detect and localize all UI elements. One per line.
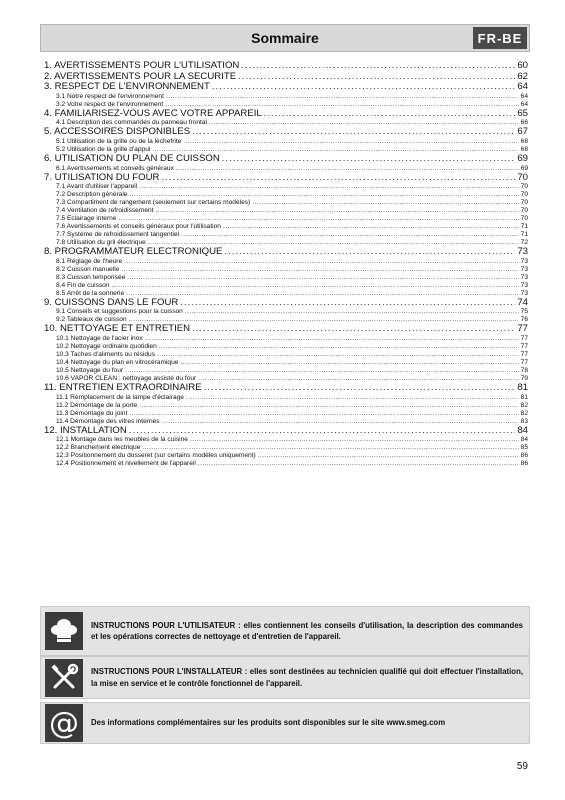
toc-entry-title: 6.1 Avertissements et conseils généraux <box>56 164 174 172</box>
toc-entry-title: 10.2 Nettoyage ordinaire quotidien <box>56 342 157 350</box>
toc-page-number: 73 <box>520 265 528 273</box>
toc-entry-title: 5.2 Utilisation de la grille d'appui <box>56 145 151 153</box>
toc-dot-leader <box>129 191 518 199</box>
toc-dot-leader <box>181 231 519 239</box>
toc-chapter <box>44 109 528 120</box>
toc-dot-leader <box>148 239 519 247</box>
toc-section <box>44 418 528 426</box>
toc-page-number: 77 <box>520 358 528 366</box>
page-title: Sommaire <box>251 30 319 46</box>
toc-dot-leader <box>162 173 516 184</box>
toc-section <box>44 93 528 101</box>
toc-entry-title: 5. ACCESSOIRES DISPONIBLES <box>44 127 191 138</box>
toc-dot-leader <box>127 274 518 282</box>
toc-page-number: 70 <box>520 215 528 223</box>
toc-page-number: 67 <box>517 127 528 138</box>
chef-hat-icon <box>45 612 83 650</box>
user-instructions-text: INSTRUCTIONS POUR L'UTILISATEUR : elles contiennent les conseils d'utilisation, la description des commandes et les opérations correctes de nettoyage et d'entretien de l'appareil. <box>91 620 523 641</box>
toc-dot-leader <box>118 215 518 223</box>
toc-entry-title: 7.3 Compartiment de rangement (seulement sur certains modèles) <box>56 199 251 207</box>
toc-entry-title: 8.1 Réglage de l'heure <box>56 257 123 265</box>
toc-section <box>44 239 528 247</box>
toc-page-number: 71 <box>520 231 528 239</box>
toc-entry-title: 10.5 Nettoyage du four <box>56 366 124 374</box>
toc-entry-title: 12. INSTALLATION <box>44 425 127 436</box>
toc-page-number: 73 <box>520 257 528 265</box>
toc-dot-leader <box>222 154 516 165</box>
toc-dot-leader <box>258 452 519 460</box>
toc-entry-title: 11. ENTRETIEN EXTRAORDINAIRE <box>44 382 202 393</box>
toc-dot-leader <box>166 93 519 101</box>
toc-dot-leader <box>252 199 518 207</box>
toc-dot-leader <box>162 418 519 426</box>
toc-dot-leader <box>209 119 519 127</box>
toc-page-number: 79 <box>520 374 528 382</box>
toc-entry-title: 7. UTILISATION DU FOUR <box>44 172 160 183</box>
toc-dot-leader <box>157 351 519 359</box>
toc-chapter <box>44 247 528 258</box>
toc-entry-title: 11.2 Démontage de la porte <box>56 401 138 409</box>
toc-section <box>44 308 528 316</box>
toc-page-number: 65 <box>517 108 528 119</box>
toc-dot-leader <box>198 460 519 468</box>
toc-dot-leader <box>183 138 518 146</box>
toc-dot-leader <box>124 258 519 266</box>
toc-section <box>44 367 528 375</box>
installer-instructions-box <box>40 656 530 699</box>
toc-section <box>44 410 528 418</box>
toc-entry-title: 10.6 VAPOR CLEAN : nettoyage assisté du four <box>56 374 197 382</box>
toc-section <box>44 290 528 298</box>
toc-section <box>44 191 528 199</box>
toc-dot-leader <box>192 127 515 138</box>
toc-dot-leader <box>129 316 519 324</box>
toc-section <box>44 282 528 290</box>
toc-section <box>44 119 528 127</box>
toc-section <box>44 231 528 239</box>
user-instructions-box <box>40 606 530 656</box>
toc-page-number: 81 <box>517 382 528 393</box>
toc-entry-title: 8.3 Cuisson temporisée <box>56 273 126 281</box>
toc-page-number: 64 <box>517 82 528 93</box>
toc-chapter <box>44 426 528 437</box>
toc-entry-title: 8.4 Fin de cuisson <box>56 281 110 289</box>
toc-entry-title: 11.1 Remplacement de la lampe d'éclairage <box>56 393 184 401</box>
toc-page-number: 85 <box>520 444 528 452</box>
toc-entry-title: 9.2 Tableaux de cuisson <box>56 316 127 324</box>
toc-entry-title: 11.3 Démontage du joint <box>56 409 128 417</box>
toc-chapter <box>44 82 528 93</box>
toc-page-number: 70 <box>517 172 528 183</box>
toc-dot-leader <box>204 383 516 394</box>
toc-section <box>44 274 528 282</box>
toc-page-number: 73 <box>520 273 528 281</box>
toc-entry-title: 7.5 Éclairage interne <box>56 215 117 223</box>
toc-chapter <box>44 72 528 83</box>
toc-dot-leader <box>139 183 518 191</box>
toc-section <box>44 146 528 154</box>
toc-entry-title: 12.4 Positionnement et nivellement de l'appareil <box>56 460 196 468</box>
toc-entry-title: 3.1 Notre respect de l'environnement <box>56 92 164 100</box>
toc-entry-title: 10.3 Taches d'aliments ou résidus <box>56 350 156 358</box>
toc-page-number: 64 <box>520 100 528 108</box>
toc-dot-leader <box>165 101 518 109</box>
toc-dot-leader <box>142 444 518 452</box>
toc-chapter <box>44 61 528 72</box>
toc-chapter <box>44 127 528 138</box>
toc-dot-leader <box>152 146 518 154</box>
toc-section <box>44 207 528 215</box>
toc-section <box>44 223 528 231</box>
toc-entry-title: 3.2 Votre respect de l'environnement <box>56 100 164 108</box>
toc-entry-title: 8. PROGRAMMATEUR ELECTRONIQUE <box>44 247 223 258</box>
toc-page-number: 77 <box>520 342 528 350</box>
toc-page-number: 77 <box>517 324 528 335</box>
toc-page-number: 66 <box>520 119 528 127</box>
toc-chapter <box>44 173 528 184</box>
toc-dot-leader <box>121 266 518 274</box>
toc-entry-title: 4. FAMILIARISEZ-VOUS AVEC VOTRE APPAREIL <box>44 108 262 119</box>
toc-dot-leader <box>192 324 515 335</box>
toc-page-number: 75 <box>520 308 528 316</box>
toc-dot-leader <box>125 367 519 375</box>
toc-page-number: 73 <box>520 289 528 297</box>
toc-dot-leader <box>129 426 516 437</box>
toc-page-number: 60 <box>517 61 528 71</box>
toc-page-number: 84 <box>517 425 528 436</box>
toc-entry-title: 7.4 Ventilation de refroidissement <box>56 207 154 215</box>
toc-entry-title: 7.2 Description générale <box>56 191 128 199</box>
installer-instructions-text: INSTRUCTIONS POUR L'INSTALLATEUR : elles sont destinées au technicien qualifié qui doit effectuer l'installation, la mise en service et le contrôle fonctionnel de l'appareil. <box>91 667 523 688</box>
toc-page-number: 69 <box>517 153 528 164</box>
toc-page-number: 82 <box>520 409 528 417</box>
toc-entry-title: 7.7 Système de refroidissement tangentiel <box>56 231 180 239</box>
toc-section <box>44 101 528 109</box>
toc-entry-title: 7.8 Utilisation du gril électrique <box>56 239 146 247</box>
toc-entry-title: 12.1 Montage dans les meubles de la cuisine <box>56 436 188 444</box>
toc-entry-title: 9. CUISSONS DANS LE FOUR <box>44 297 179 308</box>
toc-dot-leader <box>129 410 518 418</box>
toc-entry-title: 11.4 Démontage des vitres internes <box>56 417 160 425</box>
web-info-box <box>40 702 530 744</box>
toc-dot-leader <box>224 247 515 258</box>
toc-page-number: 81 <box>520 393 528 401</box>
toc-entry-title: 12.2 Branchement électrique <box>56 444 141 452</box>
toc-entry-title: 10. NETTOYAGE ET ENTRETIEN <box>44 324 191 335</box>
language-badge: FR-BE <box>473 27 527 49</box>
web-info-text: Des informations complémentaires sur les produits sont disponibles sur le site www.smeg.com <box>91 718 446 728</box>
toc-dot-leader <box>156 207 519 215</box>
toc-chapter <box>44 324 528 335</box>
toc-dot-leader <box>145 335 519 343</box>
toc-entry-title: 6. UTILISATION DU PLAN DE CUISSON <box>44 153 220 164</box>
toc-section <box>44 138 528 146</box>
toc-page-number: 77 <box>520 350 528 358</box>
toc-entry-title: 8.2 Cuisson manuelle <box>56 265 120 273</box>
toc-entry-title: 4.1 Description des commandes du panneau frontal <box>56 119 208 127</box>
toc-section <box>44 444 528 452</box>
table-of-contents <box>44 61 528 468</box>
toc-page-number: 64 <box>520 92 528 100</box>
toc-page-number: 83 <box>520 417 528 425</box>
toc-page-number: 70 <box>520 191 528 199</box>
toc-entry-title: 7.6 Avertissements et conseils généraux pour l'utilisation <box>56 223 221 231</box>
toc-page-number: 86 <box>520 452 528 460</box>
toc-dot-leader <box>238 72 515 83</box>
toc-entry-title: 10.4 Nettoyage du plan en vitrocéramique <box>56 358 179 366</box>
toc-page-number: 73 <box>517 247 528 258</box>
toc-page-number: 70 <box>520 199 528 207</box>
toc-entry-title: 2. AVERTISSEMENTS POUR LA SECURITE <box>44 71 237 82</box>
page-number: 59 <box>516 761 528 772</box>
toc-page-number: 78 <box>520 366 528 374</box>
toc-dot-leader <box>190 436 519 444</box>
toc-chapter <box>44 298 528 309</box>
toc-dot-leader <box>223 223 519 231</box>
toc-chapter <box>44 383 528 394</box>
toc-dot-leader <box>139 402 518 410</box>
tools-icon <box>45 659 83 697</box>
toc-entry-title: 7.1 Avant d'utiliser l'appareil <box>56 183 138 191</box>
toc-page-number: 73 <box>520 281 528 289</box>
toc-section <box>44 165 528 173</box>
svg-text:@: @ <box>49 706 79 740</box>
toc-page-number: 86 <box>520 460 528 468</box>
toc-page-number: 68 <box>520 145 528 153</box>
toc-page-number: 70 <box>520 183 528 191</box>
toc-chapter <box>44 154 528 165</box>
toc-section <box>44 351 528 359</box>
toc-page-number: 76 <box>520 316 528 324</box>
toc-dot-leader <box>241 61 515 72</box>
toc-page-number: 70 <box>520 207 528 215</box>
toc-section <box>44 258 528 266</box>
toc-section <box>44 402 528 410</box>
toc-section <box>44 436 528 444</box>
toc-dot-leader <box>185 308 519 316</box>
toc-page-number: 72 <box>520 239 528 247</box>
toc-entry-title: 9.1 Conseils et suggestions pour la cuisson <box>56 308 183 316</box>
toc-page-number: 82 <box>520 401 528 409</box>
toc-entry-title: 3. RESPECT DE L'ENVIRONNEMENT <box>44 82 210 93</box>
toc-dot-leader <box>212 82 515 93</box>
toc-entry-title: 12.3 Positionnement du dosseret (sur certains modèles uniquement) <box>56 452 256 460</box>
toc-section <box>44 452 528 460</box>
toc-section <box>44 316 528 324</box>
toc-page-number: 77 <box>520 334 528 342</box>
toc-section <box>44 266 528 274</box>
toc-section <box>44 183 528 191</box>
page-header <box>40 24 530 52</box>
at-sign-icon <box>45 704 83 742</box>
toc-dot-leader <box>180 359 518 367</box>
toc-section <box>44 343 528 351</box>
toc-section <box>44 199 528 207</box>
toc-dot-leader <box>176 165 519 173</box>
toc-page-number: 71 <box>520 223 528 231</box>
toc-section <box>44 359 528 367</box>
toc-dot-leader <box>186 394 519 402</box>
toc-entry-title: 10.1 Nettoyage de l'acier inox <box>56 334 143 342</box>
toc-section <box>44 375 528 383</box>
toc-page-number: 74 <box>517 297 528 308</box>
toc-dot-leader <box>159 343 519 351</box>
toc-page-number: 84 <box>520 436 528 444</box>
toc-page-number: 68 <box>520 137 528 145</box>
toc-dot-leader <box>180 298 515 309</box>
toc-dot-leader <box>264 109 516 120</box>
toc-dot-leader <box>126 290 518 298</box>
toc-section <box>44 394 528 402</box>
toc-entry-title: 5.1 Utilisation de la grille ou de la lèchefrite <box>56 137 182 145</box>
toc-page-number: 69 <box>520 164 528 172</box>
toc-section <box>44 460 528 468</box>
toc-page-number: 62 <box>517 71 528 82</box>
toc-entry-title: 1. AVERTISSEMENTS POUR L'UTILISATION <box>44 61 240 71</box>
toc-dot-leader <box>198 375 518 383</box>
toc-dot-leader <box>112 282 519 290</box>
toc-entry-title: 8.5 Arrêt de la sonnerie <box>56 289 125 297</box>
toc-section <box>44 335 528 343</box>
toc-section <box>44 215 528 223</box>
